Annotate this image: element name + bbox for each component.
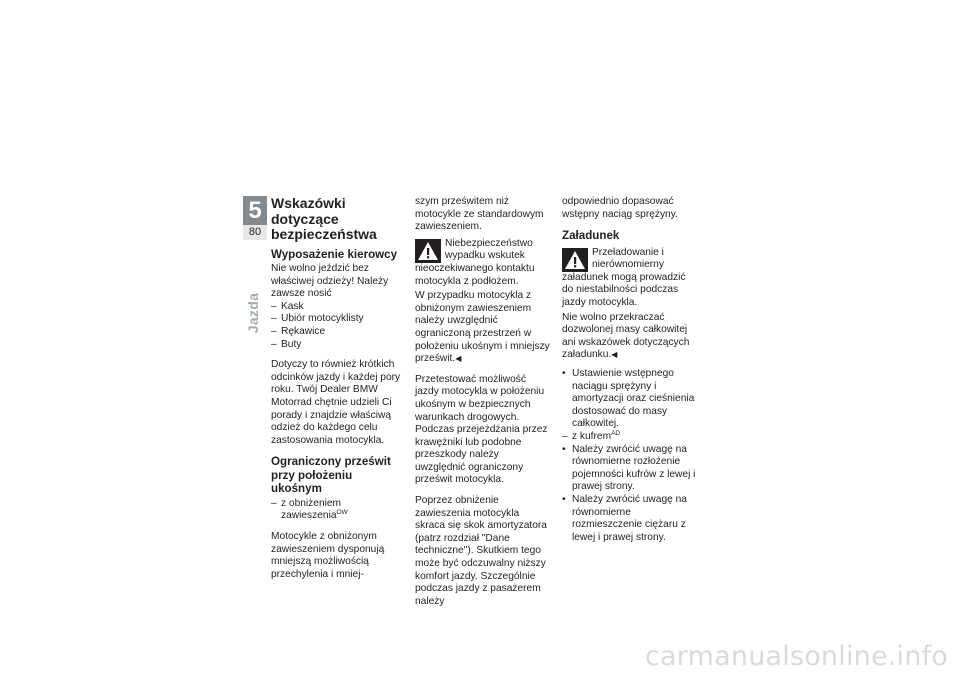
- subheading-rider-equipment: Wyposażenie kierowcy: [271, 247, 398, 261]
- section-heading: Wskazówki dotyczące bezpieczeństwa: [271, 195, 377, 242]
- loading-bullets: [562, 444, 698, 545]
- paragraph-text: W przypadku motocykla z obniżonym zawieszeniem należy uwzględnić ograniczoną przestrzeń w położeniu ukośnym i mniejszy prześwit.: [415, 290, 550, 365]
- watermark: [0, 640, 960, 674]
- column-1: [271, 196, 403, 581]
- option-code: OW: [336, 509, 348, 517]
- paragraph: Motocykle z obniżonym zawieszeniem dysponują mniejszą możliwością przechylenia i mniej-: [271, 531, 385, 580]
- list-item: • Należy zwrócić uwagę na równomierne rozłożenie pojemności kufrów z lewej i prawej strony.: [562, 444, 698, 494]
- page-number: 80: [243, 225, 267, 240]
- list-item: – Rękawice: [271, 326, 403, 339]
- option-list: [271, 498, 403, 523]
- warning-block: [562, 247, 698, 310]
- paragraph: [562, 312, 698, 362]
- list-item: – Kask: [271, 301, 403, 314]
- end-mark-icon: ◀: [611, 350, 618, 360]
- chapter-title: Jazda: [245, 292, 261, 334]
- warning-text: Przeładowanie i nierównomierny załadunek mogą prowadzić do niestabilności podczas jazdy motocykla.: [562, 246, 686, 309]
- subheading-loading: Załadunek: [562, 229, 620, 243]
- list-item: [271, 498, 403, 523]
- option-list: [562, 431, 698, 444]
- list-item: – Buty: [271, 339, 403, 352]
- paragraph-text: Nie wolno przekraczać dozwolonej masy całkowitej ani wskazówek dotyczących załadunku.: [562, 311, 690, 361]
- list-item: • Należy zwrócić uwagę na równomierne rozmieszczenie ciężaru z lewej i prawej strony.: [562, 494, 698, 544]
- warning-triangle-icon: [415, 239, 441, 263]
- subheading-ground-clearance: Ograniczony prześwit przy położeniu ukośnym: [271, 455, 391, 496]
- column-3: [562, 196, 698, 544]
- loading-bullets: [562, 368, 698, 431]
- equipment-list: [271, 301, 403, 351]
- paragraph: szym prześwitem niż motocykle ze standardowym zawieszeniem.: [415, 196, 544, 233]
- chapter-side-label: [241, 283, 261, 343]
- chapter-tab: [243, 196, 267, 240]
- chapter-number: 5: [243, 196, 267, 225]
- list-item: • Ustawienie wstępnego naciągu sprężyny i amortyzacji oraz cieśnienia dostosować do masy całkowitej.: [562, 368, 698, 431]
- list-item: – Ubiór motocyklisty: [271, 313, 403, 326]
- paragraph: Nie wolno jeździć bez właściwej odzieży! Należy zawsze nosić: [271, 263, 389, 300]
- option-label: z obniżeniem zawieszenia: [281, 497, 342, 522]
- paragraph: odpowiednio dopasować wstępny naciąg sprężyny.: [562, 196, 678, 220]
- option-label: z kufrem: [572, 431, 612, 442]
- warning-text: Niebezpieczeństwo wypadku wskutek nieoczekiwanego kontaktu motocykla z podłożem.: [415, 237, 535, 287]
- end-mark-icon: ◀: [455, 354, 462, 364]
- column-2: [415, 196, 551, 608]
- paragraph: Przetestować możliwość jazdy motocykla w położeniu ukośnym w bezpiecznych warunkach drogowych. Podczas przejeżdżania przez krawężniki lub podobne przeszkody należy uwzględnić ograniczony prześwit motocykla.: [415, 373, 548, 486]
- paragraph: [415, 290, 551, 366]
- warning-block: [415, 238, 551, 288]
- list-item: [562, 431, 698, 444]
- paragraph: Poprzez obniżenie zawieszenia motocykla skraca się skok amortyzatora (patrz rozdział "Dane techniczne"). Skutkiem tego może być odczuwalny niższy komfort jazdy. Szczególnie podczas jazdy z pasażerem należy: [415, 495, 547, 607]
- paragraph: Dotyczy to również krótkich odcinków jazdy i każdej pory roku. Twój Dealer BMW Motorrad chętnie udzieli Ci porady i znajdzie właściwą odzież do każdego celu zastosowania motocykla.: [271, 359, 401, 446]
- option-code: AD: [611, 430, 621, 437]
- watermark-text: carmanualsonline.info: [645, 641, 948, 672]
- warning-triangle-icon: [562, 248, 588, 272]
